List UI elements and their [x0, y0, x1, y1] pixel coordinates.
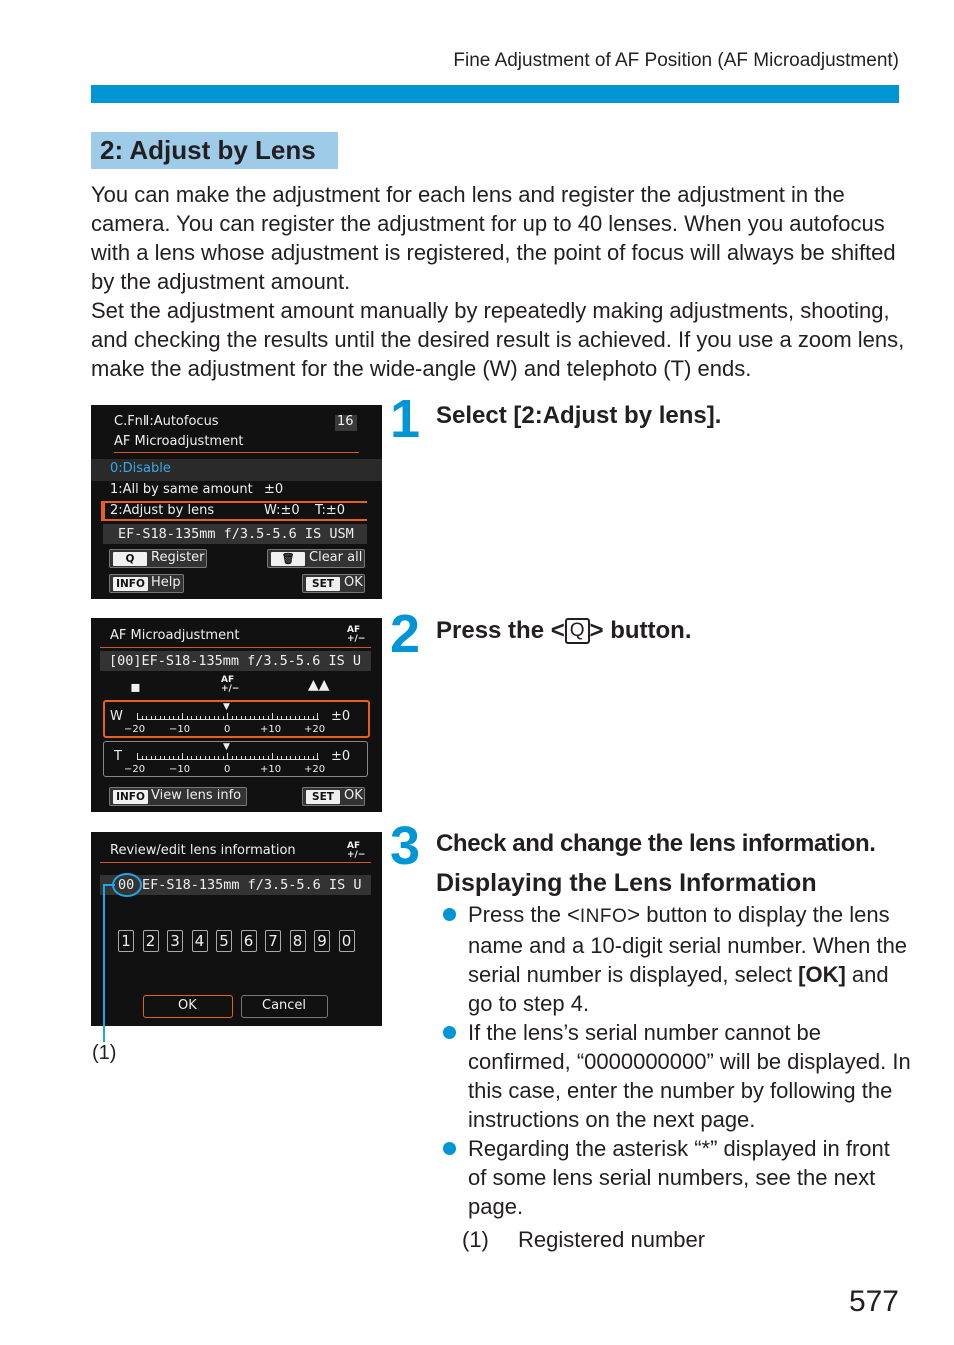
- header-bar: [91, 85, 899, 103]
- scale-tick: [281, 716, 282, 719]
- scale-tick: [259, 756, 260, 759]
- serial-digit[interactable]: 8: [290, 930, 306, 952]
- scale-tick: [236, 716, 237, 719]
- scale-tick: [164, 756, 165, 759]
- scale-tick: [299, 756, 300, 759]
- step-2-text-after: > button.: [589, 617, 692, 644]
- step-2-text-before: Press the <: [436, 617, 565, 644]
- scale-tick: [169, 716, 170, 719]
- scale-tick: [313, 756, 314, 759]
- scale-tick: [232, 716, 233, 719]
- camera-screen-af-micro: [91, 618, 382, 812]
- bullet-1-text-cont: > button to display the lens name and a 10-digit serial number. When the serial number is displayed, select: [468, 902, 908, 987]
- scale-tick: [272, 753, 273, 759]
- w-value: ±0: [331, 709, 351, 724]
- scale-tick: [151, 716, 152, 719]
- w-scale-label: +20: [304, 724, 326, 735]
- legend-text: Registered number: [518, 1227, 706, 1252]
- scale-tick: [263, 716, 264, 719]
- set-tag-icon: SET: [306, 577, 340, 591]
- scale-tick: [313, 716, 314, 719]
- scale-tick: [137, 713, 138, 719]
- serial-digit[interactable]: 3: [167, 930, 183, 952]
- screen1-title: C.FnⅡ:Autofocus: [114, 414, 219, 429]
- scale-tick: [187, 756, 188, 759]
- scale-tick: [295, 716, 296, 719]
- serial-digit[interactable]: 0: [339, 930, 355, 952]
- scale-tick: [223, 716, 224, 719]
- cancel-label: Cancel: [262, 998, 307, 1013]
- bullet-dot: [443, 1026, 456, 1039]
- serial-digit[interactable]: 6: [241, 930, 257, 952]
- bullet-dot: [443, 1142, 456, 1155]
- t-scale-label: +20: [304, 764, 326, 775]
- list-item: [441, 1134, 911, 1221]
- legend: [462, 1227, 705, 1253]
- info-tag-icon: INFO: [113, 577, 148, 591]
- scale-tick: [205, 716, 206, 719]
- bullet-1-text: Press the <: [468, 902, 580, 927]
- scale-tick: [196, 756, 197, 759]
- scale-tick: [241, 756, 242, 759]
- scale-tick: [191, 756, 192, 759]
- section-title: 2: Adjust by Lens: [91, 132, 338, 169]
- scale-tick: [160, 716, 161, 719]
- person-icon: ▪: [130, 677, 141, 696]
- scale-tick: [295, 756, 296, 759]
- ok-label: OK: [178, 998, 197, 1013]
- ok-label: OK: [344, 788, 363, 803]
- scale-tick: [241, 716, 242, 719]
- scale-tick: [286, 716, 287, 719]
- t-scale-label: +10: [260, 764, 282, 775]
- w-label: W: [110, 709, 123, 724]
- w-scale-label: −20: [124, 724, 146, 735]
- scale-tick: [182, 713, 183, 719]
- scale-tick: [191, 716, 192, 719]
- screen1-page: 16: [337, 414, 354, 429]
- scale-tick: [205, 756, 206, 759]
- bullet-1-text-end: and go to step 4.: [468, 962, 889, 1016]
- t-scale-label: −20: [124, 764, 146, 775]
- lens-name: [00]EF-S18-135mm f/3.5-5.6 IS U: [109, 653, 361, 669]
- w-scale-label: 0: [224, 724, 231, 735]
- bullet-1-ok: [OK]: [798, 962, 846, 987]
- page-number: 577: [848, 1285, 899, 1318]
- step-3-text: Check and change the lens information.: [436, 830, 876, 857]
- scale-tick: [209, 716, 210, 719]
- scale-tick: [317, 753, 318, 759]
- set-tag-icon: SET: [306, 790, 340, 804]
- option-all-same[interactable]: 1:All by same amount: [110, 482, 253, 497]
- intro-text: [91, 180, 906, 383]
- clear-all-label: Clear all: [309, 550, 363, 565]
- info-button-icon: INFO: [579, 906, 628, 927]
- scale-tick: [151, 756, 152, 759]
- step-1-text: Select [2:Adjust by lens].: [436, 402, 722, 429]
- scale-tick: [169, 756, 170, 759]
- w-scale-label: −10: [169, 724, 191, 735]
- screen3-title: Review/edit lens information: [110, 843, 296, 858]
- list-item: [441, 1018, 911, 1134]
- info-tag-icon: INFO: [113, 790, 148, 804]
- scale-tick: [173, 756, 174, 759]
- t-scale-label: 0: [224, 764, 231, 775]
- af-adjust-icon: AF +/−: [347, 625, 366, 644]
- q-button-icon: [565, 618, 590, 644]
- bullet-dot: [443, 908, 456, 921]
- scale-tick: [173, 716, 174, 719]
- option-adjust-w: W:±0: [264, 503, 300, 518]
- scale-tick: [250, 716, 251, 719]
- intro-paragraph-2: Set the adjustment amount manually by repeatedly making adjustments, shooting, and checking the results until the desired result is achieved. If you use a zoom lens, make the adjustment for the wide-angle (W) and telephoto (T) ends.: [91, 298, 905, 381]
- screen2-title: AF Microadjustment: [110, 628, 240, 643]
- scale-tick: [214, 716, 215, 719]
- serial-digit[interactable]: 7: [265, 930, 281, 952]
- camera-screen-menu: [91, 405, 382, 599]
- serial-digit[interactable]: 4: [192, 930, 208, 952]
- scale-tick: [200, 756, 201, 759]
- scale-tick: [299, 716, 300, 719]
- option-adjust-by-lens[interactable]: 2:Adjust by lens: [110, 503, 215, 518]
- scale-tick: [254, 756, 255, 759]
- scale-tick: [209, 756, 210, 759]
- step-number: 2: [390, 604, 421, 664]
- bullet-list: [441, 900, 911, 1221]
- callout-line-head: [103, 884, 115, 886]
- scale-tick: [304, 756, 305, 759]
- screen1-subtitle: AF Microadjustment: [114, 434, 244, 449]
- scale-tick: [272, 713, 273, 719]
- scale-tick: [164, 716, 165, 719]
- scale-tick: [214, 756, 215, 759]
- scale-tick: [263, 756, 264, 759]
- trash-icon: 🗑: [271, 552, 305, 566]
- scale-tick: [146, 756, 147, 759]
- lens-name: EF-S18-135mm f/3.5-5.6 IS U: [142, 877, 362, 893]
- running-title: Fine Adjustment of AF Position (AF Microadjustment): [453, 50, 899, 71]
- scale-tick: [286, 756, 287, 759]
- q-button-label: Q: [569, 620, 585, 641]
- scale-tick: [187, 716, 188, 719]
- camera-screen-lens-info: [91, 832, 382, 1026]
- serial-digit[interactable]: 1: [118, 930, 134, 952]
- displaying-heading: Displaying the Lens Information: [436, 869, 817, 897]
- t-scale-label: −10: [169, 764, 191, 775]
- scale-tick: [245, 756, 246, 759]
- w-pointer-icon: ▼: [223, 702, 230, 712]
- scale-tick: [160, 756, 161, 759]
- scale-tick: [227, 753, 228, 759]
- scale-tick: [304, 716, 305, 719]
- scale-tick: [281, 756, 282, 759]
- scale-tick: [137, 753, 138, 759]
- bullet-2-text: If the lens’s serial number cannot be confirmed, “0000000000” will be displayed. In this case, enter the number by following the instructions on the next page.: [468, 1020, 911, 1132]
- scale-tick: [277, 756, 278, 759]
- legend-marker: (1): [462, 1227, 489, 1252]
- scale-tick: [182, 753, 183, 759]
- t-label: T: [114, 749, 122, 764]
- scale-tick: [277, 716, 278, 719]
- register-label: Register: [151, 550, 205, 565]
- t-pointer-icon: ▼: [223, 742, 230, 752]
- scale-tick: [232, 756, 233, 759]
- bullet-3-text: Regarding the asterisk “*” displayed in front of some lens serial numbers, see the next page.: [468, 1136, 890, 1219]
- af-icon: AF +/−: [221, 675, 240, 694]
- scale-tick: [308, 716, 309, 719]
- scale-tick: [218, 716, 219, 719]
- step-number: 1: [390, 389, 421, 449]
- scale-tick: [259, 716, 260, 719]
- callout-marker: (1): [92, 1042, 117, 1064]
- scale-tick: [290, 756, 291, 759]
- step-2-text: [436, 617, 692, 645]
- option-disable[interactable]: 0:Disable: [110, 461, 171, 476]
- scale-tick: [245, 716, 246, 719]
- t-value: ±0: [331, 749, 351, 764]
- scale-tick: [142, 716, 143, 719]
- scale-tick: [200, 716, 201, 719]
- scale-tick: [268, 716, 269, 719]
- scale-tick: [155, 756, 156, 759]
- ok-label: OK: [344, 575, 363, 590]
- q-tag-icon: Q: [113, 552, 147, 566]
- scale-tick: [223, 756, 224, 759]
- scale-tick: [268, 756, 269, 759]
- option-all-same-value: ±0: [264, 482, 284, 497]
- option-adjust-t: T:±0: [315, 503, 346, 518]
- af-adjust-icon: AF +/−: [347, 841, 366, 860]
- view-lens-info-label: View lens info: [151, 788, 242, 803]
- w-scale-label: +10: [260, 724, 282, 735]
- scale-tick: [178, 716, 179, 719]
- scale-tick: [178, 756, 179, 759]
- scale-tick: [308, 756, 309, 759]
- scale-tick: [227, 713, 228, 719]
- serial-digit[interactable]: 5: [216, 930, 232, 952]
- lens-name: EF-S18-135mm f/3.5-5.6 IS USM: [118, 526, 354, 542]
- step-number: 3: [390, 816, 421, 876]
- scale-tick: [254, 716, 255, 719]
- callout-line: [103, 884, 105, 1042]
- scale-tick: [250, 756, 251, 759]
- scale-tick: [146, 716, 147, 719]
- scale-tick: [317, 713, 318, 719]
- registered-number[interactable]: 00: [118, 877, 135, 893]
- scale-tick: [155, 716, 156, 719]
- scale-tick: [218, 756, 219, 759]
- scale-tick: [290, 716, 291, 719]
- scale-tick: [236, 756, 237, 759]
- help-label: Help: [151, 575, 181, 590]
- serial-digit[interactable]: 9: [314, 930, 330, 952]
- mountain-icon: ▲▲: [308, 677, 330, 693]
- scale-tick: [142, 756, 143, 759]
- serial-digit[interactable]: 2: [143, 930, 159, 952]
- list-item: [441, 900, 911, 1018]
- scale-tick: [196, 716, 197, 719]
- intro-paragraph-1: You can make the adjustment for each lens and register the adjustment in the camera. You can register the adjustment for up to 40 lenses. When you autofocus with a lens whose adjustment is registered, the point of focus will always be shifted by the adjustment amount.: [91, 182, 896, 294]
